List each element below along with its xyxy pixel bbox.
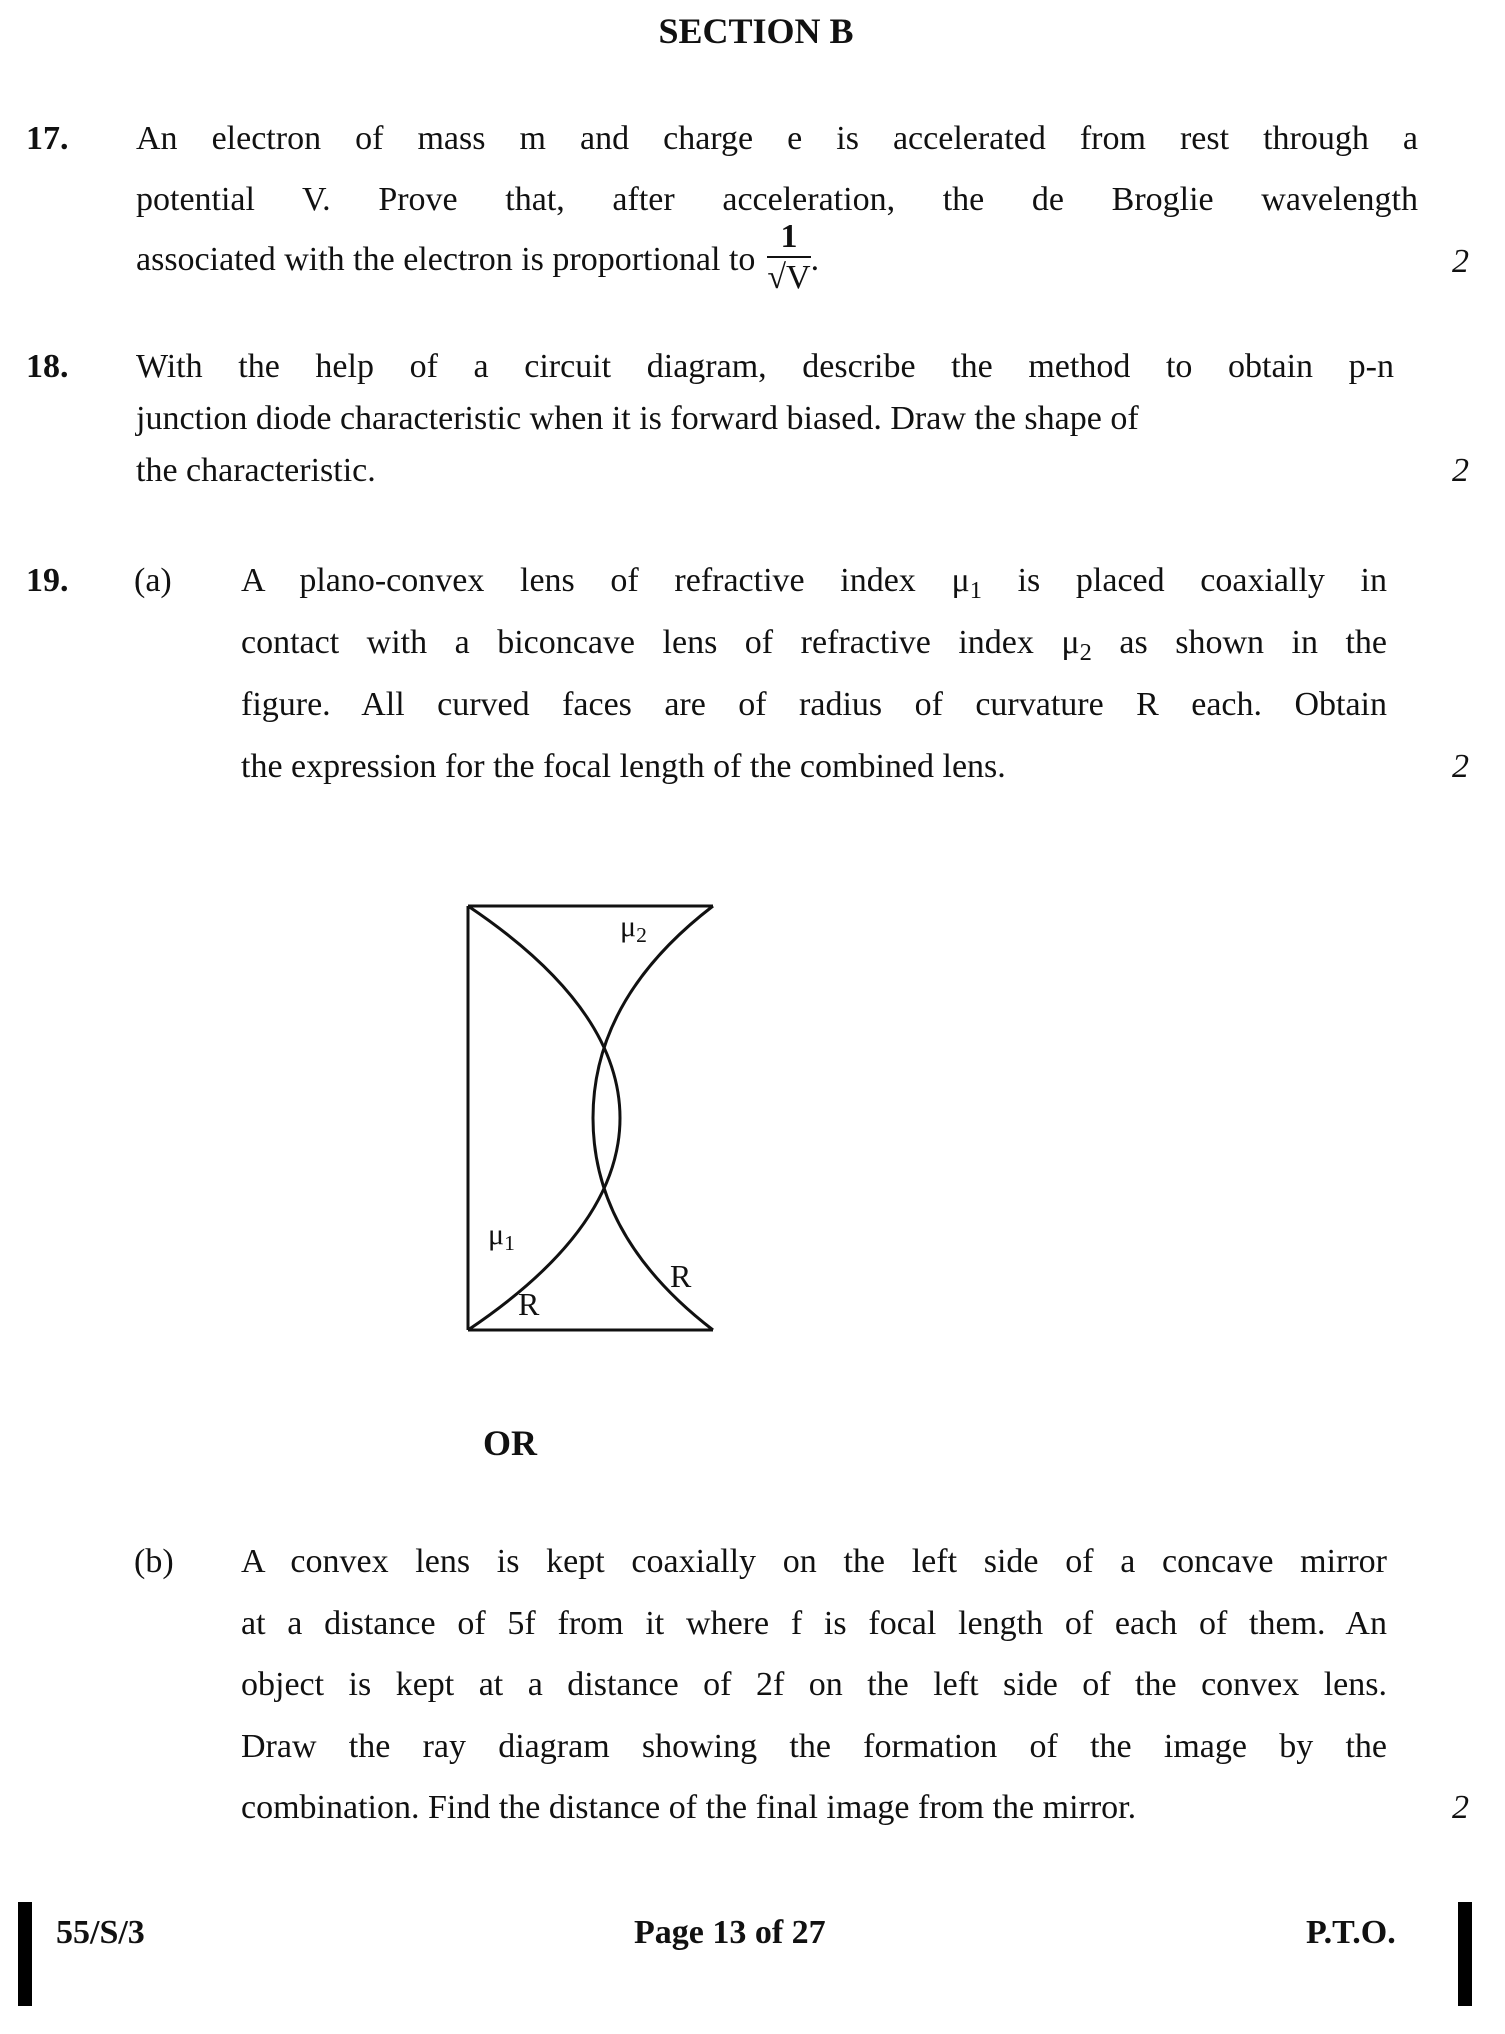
question-text-line: the expression for the focal length of the combined lens. bbox=[241, 748, 1006, 785]
question-text-line: figure. All curved faces are of radius of curvature R each. Obtain bbox=[241, 686, 1387, 723]
question-text-line: With the help of a circuit diagram, describe the method to obtain p-n bbox=[136, 348, 1394, 385]
lens-combination-figure bbox=[460, 898, 720, 1338]
question-text-line: at a distance of 5f from it where f is focal length of each of them. An bbox=[241, 1605, 1387, 1642]
question-text: associated with the electron is proportional to bbox=[136, 240, 756, 278]
subscript: 2 bbox=[1079, 638, 1092, 666]
text-segment: A plano-convex lens of refractive index bbox=[241, 562, 952, 599]
radius-label-right: R bbox=[670, 1258, 692, 1294]
question-text-line: A convex lens is kept coaxially on the left side of a concave mirror bbox=[241, 1543, 1387, 1580]
question-number: 19. bbox=[26, 562, 69, 599]
please-turn-over: P.T.O. bbox=[1306, 1914, 1396, 1951]
part-label: (b) bbox=[134, 1543, 174, 1580]
text-segment: as shown in the bbox=[1091, 624, 1387, 661]
radius-label-left: R bbox=[518, 1286, 540, 1322]
symbol: μ bbox=[1061, 624, 1080, 661]
question-text-line: An electron of mass m and charge e is accelerated from rest through a bbox=[136, 120, 1418, 157]
question-number: 17. bbox=[26, 120, 69, 157]
question-text-line-with-fraction bbox=[136, 218, 820, 302]
question-text-line: junction diode characteristic when it is forward biased. Draw the shape of bbox=[136, 400, 1139, 437]
mu-symbol bbox=[1061, 624, 1092, 666]
paper-code: 55/S/3 bbox=[56, 1914, 145, 1951]
marks: 2 bbox=[1452, 243, 1469, 280]
fraction-denominator: √V bbox=[767, 259, 811, 296]
mu1-label: $\mu_1$ bbox=[488, 1218, 515, 1256]
or-separator: OR bbox=[483, 1423, 537, 1463]
text-segment: is placed coaxially in bbox=[981, 562, 1387, 599]
fraction-one-over-root-v bbox=[767, 218, 810, 298]
section-title: SECTION B bbox=[658, 11, 854, 51]
question-text-line: object is kept at a distance of 2f on the left side of the convex lens. bbox=[241, 1666, 1387, 1703]
question-text-line: potential V. Prove that, after acceleration, the de Broglie wavelength bbox=[136, 181, 1418, 218]
text-segment: contact with a biconcave lens of refractive index bbox=[241, 624, 1062, 661]
footer-bar-left bbox=[18, 1902, 32, 2006]
marks: 2 bbox=[1452, 1789, 1469, 1826]
question-text-line: Draw the ray diagram showing the formation of the image by the bbox=[241, 1728, 1387, 1765]
mu2-label: $\mu_2$ bbox=[620, 910, 647, 948]
question-text-line bbox=[241, 624, 1387, 667]
question-text-line bbox=[241, 562, 1387, 605]
question-text-line: the characteristic. bbox=[136, 452, 376, 489]
mu-symbol bbox=[951, 562, 982, 604]
marks: 2 bbox=[1452, 452, 1469, 489]
marks: 2 bbox=[1452, 748, 1469, 785]
part-label: (a) bbox=[134, 562, 172, 599]
fraction-numerator: 1 bbox=[767, 218, 810, 258]
question-number: 18. bbox=[26, 348, 69, 385]
subscript: 1 bbox=[969, 576, 982, 604]
page-number: Page 13 of 27 bbox=[634, 1914, 826, 1951]
trailing-period: . bbox=[810, 240, 820, 278]
symbol: μ bbox=[951, 562, 970, 599]
footer-bar-right bbox=[1458, 1902, 1472, 2006]
question-text-line: combination. Find the distance of the final image from the mirror. bbox=[241, 1789, 1137, 1826]
